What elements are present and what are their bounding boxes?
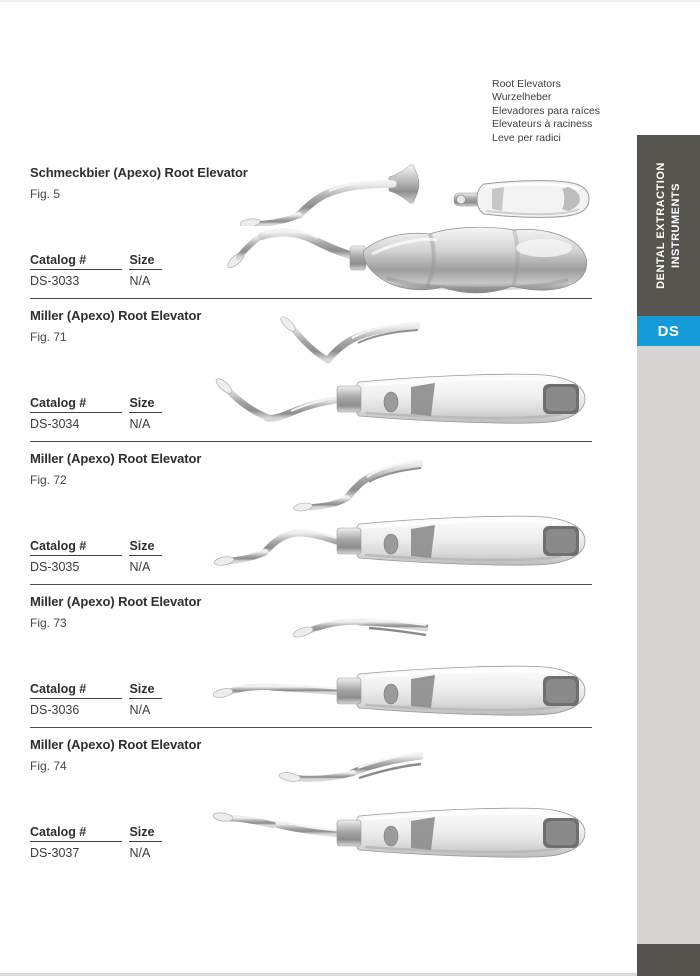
size-header: Size xyxy=(129,539,162,556)
size-value: N/A xyxy=(129,560,151,574)
header-lang-de: Wurzelheber xyxy=(492,91,552,104)
size-value: N/A xyxy=(129,417,151,431)
product-title: Miller (Apexo) Root Elevator xyxy=(30,308,202,323)
product-figure: Fig. 72 xyxy=(30,473,67,487)
instrument-full-image xyxy=(222,220,590,298)
catalog-number: DS-3033 xyxy=(30,274,80,288)
header-lang-es: Elevadores para raíces xyxy=(492,104,600,117)
catalog-table xyxy=(30,537,200,576)
size-value: N/A xyxy=(129,703,151,717)
product-title: Miller (Apexo) Root Elevator xyxy=(30,594,202,609)
product-title: Miller (Apexo) Root Elevator xyxy=(30,451,202,466)
size-header: Size xyxy=(129,253,162,270)
header-lang-it: Leve per radici xyxy=(492,131,561,144)
size-value: N/A xyxy=(129,846,151,860)
product-figure: Fig. 73 xyxy=(30,616,67,630)
section-divider xyxy=(30,441,592,442)
instrument-full-image xyxy=(205,358,590,438)
product-figure: Fig. 5 xyxy=(30,187,61,201)
sidebar-footer-block xyxy=(637,944,700,976)
header-lang-fr: Elevateurs à raciness xyxy=(492,118,593,131)
catalog-header: Catalog # xyxy=(30,825,122,842)
size-header: Size xyxy=(129,396,162,413)
catalog-table xyxy=(30,680,200,719)
category-tab-label: DENTAL EXTRACTION INSTRUMENTS xyxy=(655,162,682,289)
product-figure: Fig. 71 xyxy=(30,330,67,344)
catalog-number: DS-3036 xyxy=(30,703,80,717)
instrument-full-image xyxy=(205,500,590,582)
instrument-full-image xyxy=(205,792,590,872)
ds-section-tab xyxy=(637,316,700,346)
catalog-number: DS-3034 xyxy=(30,417,80,431)
instrument-tip-image xyxy=(283,605,428,650)
catalog-table xyxy=(30,251,200,290)
section-divider xyxy=(30,298,592,299)
catalog-header: Catalog # xyxy=(30,253,122,270)
catalog-header: Catalog # xyxy=(30,682,122,699)
size-value: N/A xyxy=(129,274,151,288)
instrument-tip-image xyxy=(225,164,425,226)
size-header: Size xyxy=(129,682,162,699)
catalog-header: Catalog # xyxy=(30,539,122,556)
section-divider xyxy=(30,727,592,728)
section-divider xyxy=(30,584,592,585)
product-title: Schmeckbier (Apexo) Root Elevator xyxy=(30,165,248,180)
product-title: Miller (Apexo) Root Elevator xyxy=(30,737,202,752)
header-language-list xyxy=(492,78,600,145)
catalog-table xyxy=(30,394,200,433)
ds-tab-label: DS xyxy=(657,322,680,340)
catalog-number: DS-3035 xyxy=(30,560,80,574)
product-figure: Fig. 74 xyxy=(30,759,67,773)
instrument-handle-image xyxy=(452,178,592,220)
catalog-table xyxy=(30,823,200,862)
catalog-number: DS-3037 xyxy=(30,846,80,860)
catalog-header: Catalog # xyxy=(30,396,122,413)
category-tab xyxy=(637,135,700,316)
sidebar-panel xyxy=(637,346,700,944)
header-lang-en: Root Elevators xyxy=(492,78,561,90)
instrument-full-image xyxy=(205,650,590,730)
size-header: Size xyxy=(129,825,162,842)
